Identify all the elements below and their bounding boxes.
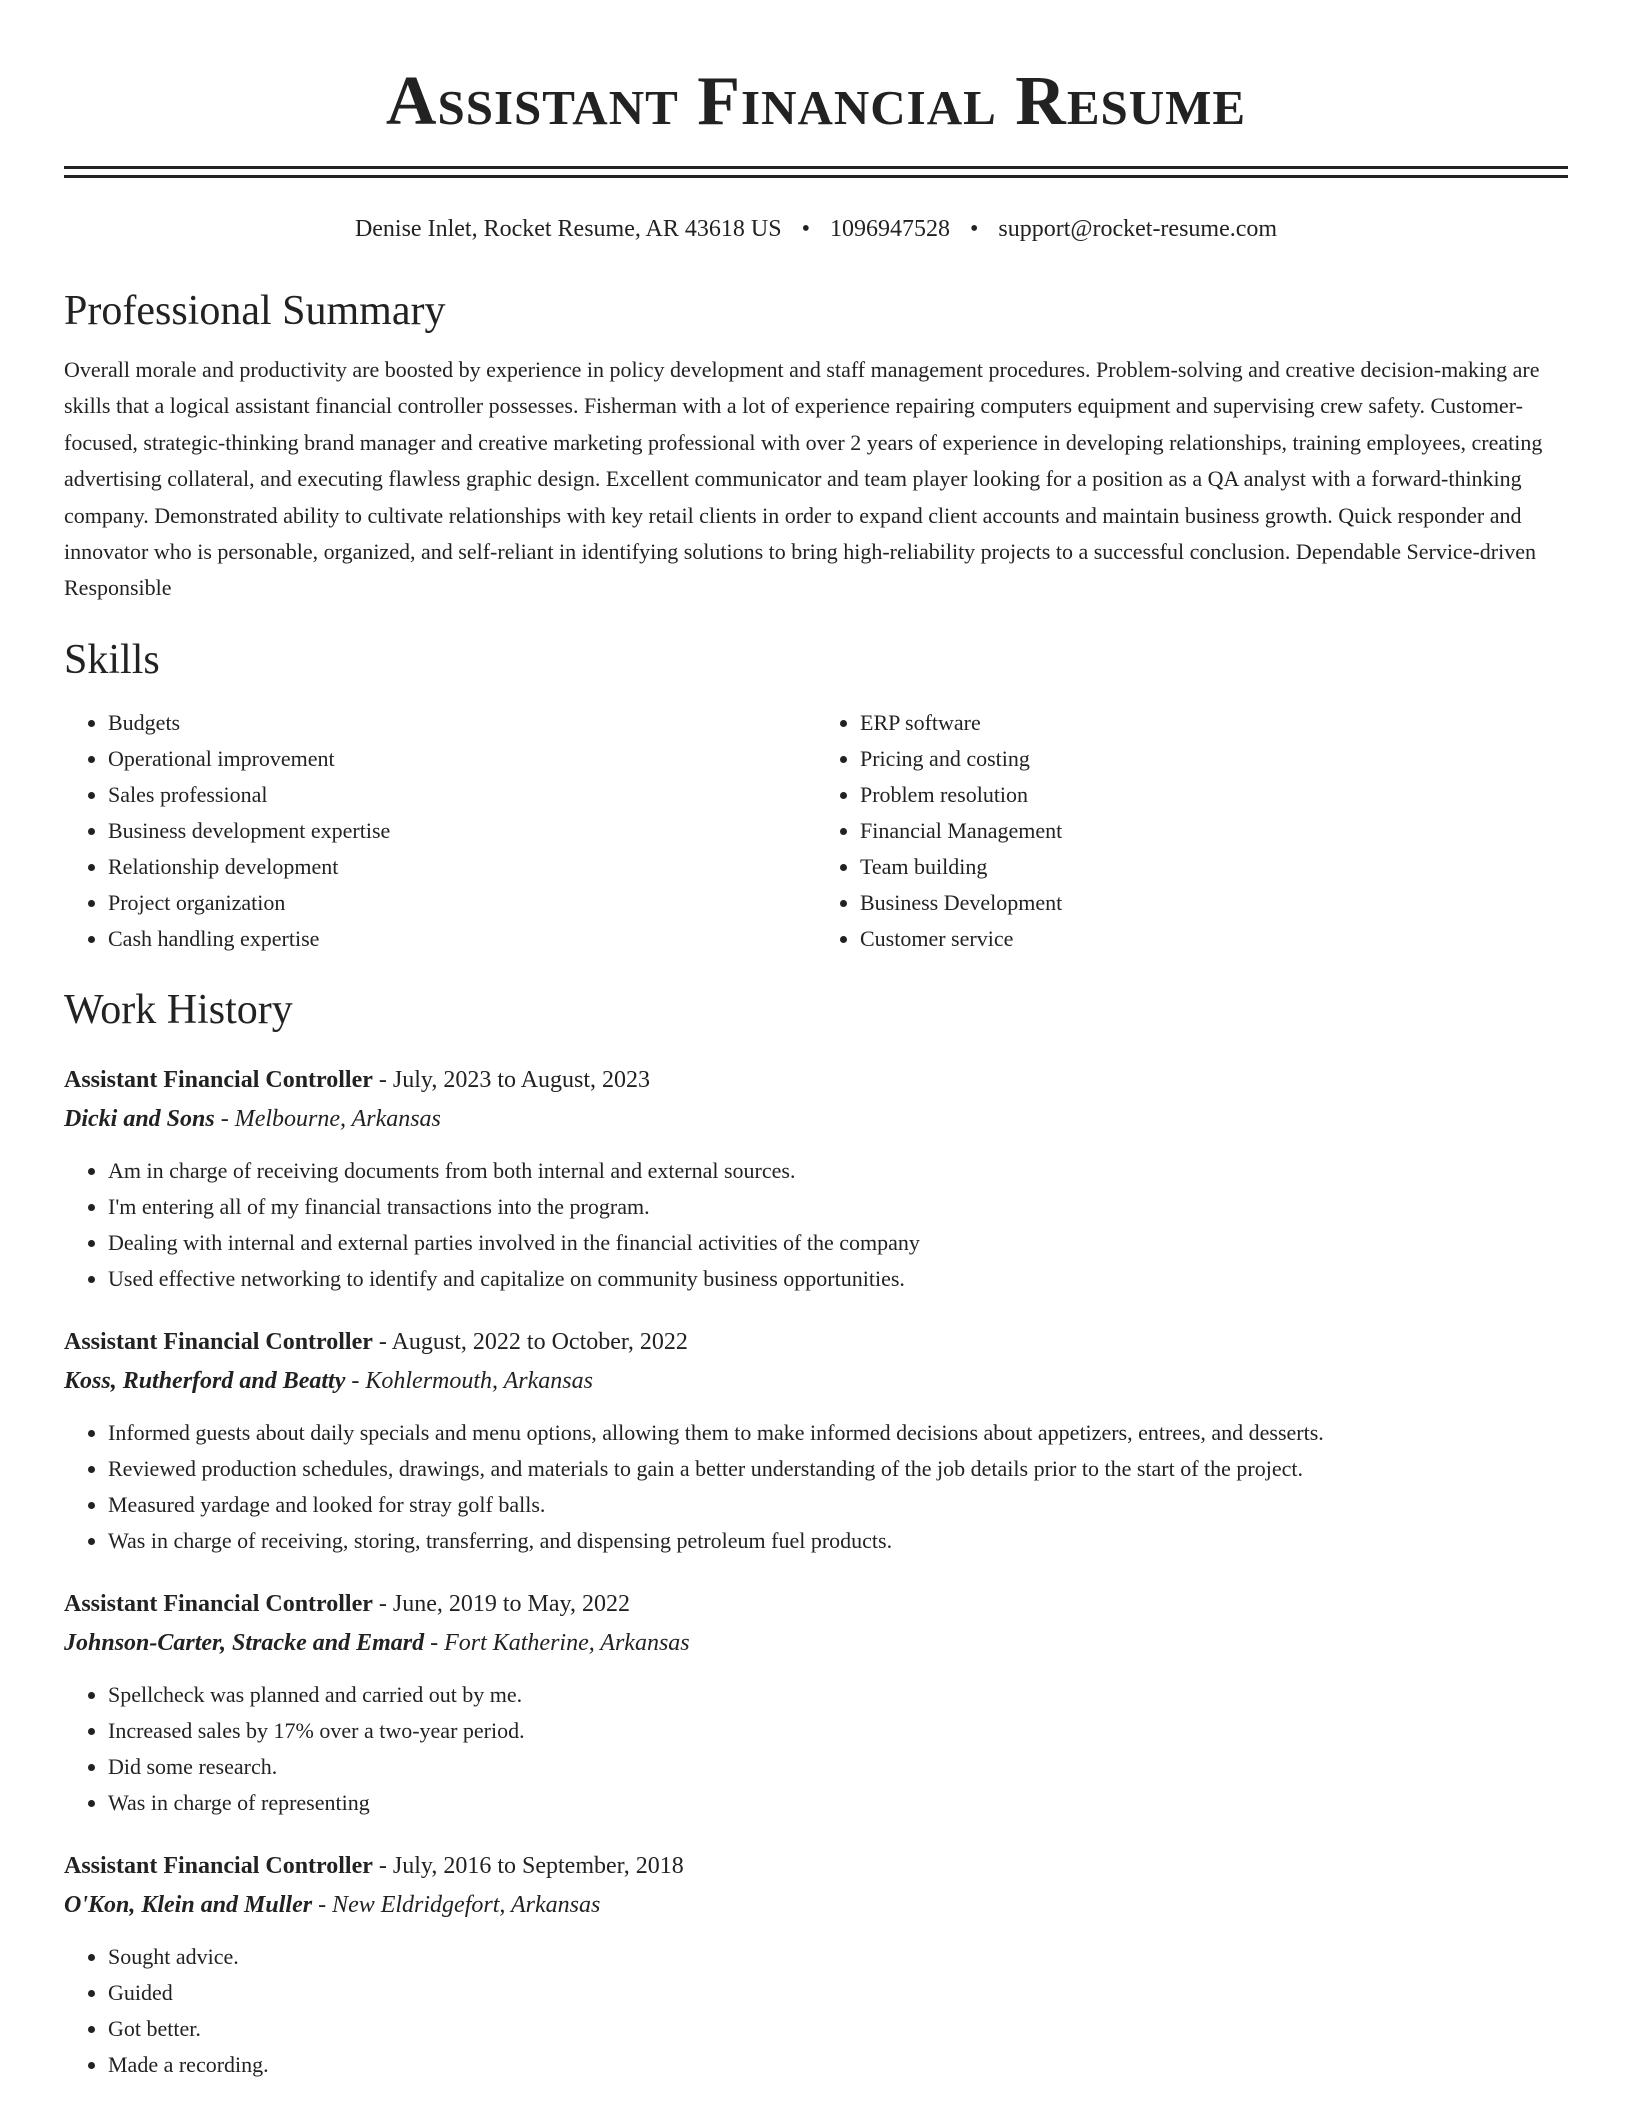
job-dates: - August, 2022 to October, 2022 [372, 1328, 688, 1355]
company-line [64, 1100, 1568, 1139]
job-bullets [64, 1153, 1568, 1297]
skill-item: • Team building [860, 849, 1568, 885]
job-title: Assistant Financial Controller [64, 1328, 373, 1355]
skill-item: • Financial Management [860, 813, 1568, 849]
job-bullet: • Spellcheck was planned and carried out by me. [108, 1677, 1568, 1713]
job-title-line [64, 1323, 1568, 1362]
job-bullets [64, 1415, 1568, 1559]
job-bullet: • Informed guests about daily specials and menu options, allowing them to make informed decisions about appetizers, entrees, and desserts. [108, 1415, 1568, 1451]
skill-item: • Business Development [860, 885, 1568, 921]
skill-item: • ERP software [860, 705, 1568, 741]
job-entry [64, 1061, 1568, 1297]
job-bullet: • Sought advice. [108, 1939, 1568, 1975]
job-bullet: • Am in charge of receiving documents from both internal and external sources. [108, 1153, 1568, 1189]
job-dates: - June, 2019 to May, 2022 [372, 1590, 630, 1617]
company-location: - New Eldridgefort, Arkansas [312, 1891, 601, 1918]
company-name: Koss, Rutherford and Beatty [64, 1367, 346, 1394]
job-dates: - July, 2023 to August, 2023 [372, 1066, 651, 1093]
contact-address: Denise Inlet, Rocket Resume, AR 43618 US [354, 216, 782, 242]
job-dates: - July, 2016 to September, 2018 [372, 1852, 684, 1879]
job-entry [64, 1585, 1568, 1821]
skill-item: • Problem resolution [860, 777, 1568, 813]
contact-email: support@rocket-resume.com [998, 216, 1278, 242]
job-entry [64, 1847, 1568, 2083]
skill-item: • Cash handling expertise [108, 921, 816, 957]
job-title: Assistant Financial Controller [64, 1852, 373, 1879]
job-entry [64, 1323, 1568, 1559]
skill-item: • Business development expertise [108, 813, 816, 849]
skill-item: • Sales professional [108, 777, 816, 813]
company-location: - Melbourne, Arkansas [214, 1105, 441, 1132]
summary-heading: Professional Summary [64, 288, 446, 334]
job-bullet: • Used effective networking to identify and capitalize on community business opportunities. [108, 1261, 1568, 1297]
job-bullet: • Measured yardage and looked for stray golf balls. [108, 1487, 1568, 1523]
job-bullets [64, 1677, 1568, 1821]
skills-columns [64, 705, 1568, 957]
job-bullet: • Reviewed production schedules, drawings, and materials to gain a better understanding of the job details prior to the start of the project. [108, 1451, 1568, 1487]
job-bullet: • Guided [108, 1975, 1568, 2011]
contact-phone: 1096947528 [829, 216, 950, 242]
skill-item: • Project organization [108, 885, 816, 921]
company-name: O'Kon, Klein and Muller [64, 1891, 313, 1918]
skills-list-left [64, 705, 816, 957]
job-bullet: • Was in charge of receiving, storing, transferring, and dispensing petroleum fuel products. [108, 1523, 1568, 1559]
skills-heading: Skills [64, 636, 160, 683]
skills-list-right [816, 705, 1568, 957]
title-divider [64, 166, 1568, 178]
company-line [64, 1886, 1568, 1925]
job-bullets [64, 1939, 1568, 2083]
work-history-heading: Work History [64, 986, 293, 1033]
job-title-line [64, 1585, 1568, 1624]
summary-text: Overall morale and productivity are boosted by experience in policy development and staff management procedures. Problem-solving and creative decision-making are skills that a logical assistant financial controller possesses. Fisherman with a lot of experience repairing computers equipment and supervising crew safety. Customer-focused, strategic-thinking brand manager and creative marketing professional with over 2 years of experience in developing relationships, training employees, creating advertising collateral, and executing flawless graphic design. Excellent communicator and team player looking for a position as a QA analyst with a forward-thinking company. Demonstrated ability to cultivate relationships with key retail clients in order to expand client accounts and maintain business growth. Quick responder and innovator who is personable, organized, and self-reliant in identifying solutions to bring high-reliability projects to a successful conclusion. Dependable Service-driven Responsible [64, 357, 1543, 601]
job-bullet: • I'm entering all of my financial transactions into the program. [108, 1189, 1568, 1225]
job-bullet: • Made a recording. [108, 2047, 1568, 2083]
skill-item: • Budgets [108, 705, 816, 741]
company-line [64, 1624, 1568, 1663]
skill-item: • Pricing and costing [860, 741, 1568, 777]
company-location: - Kohlermouth, Arkansas [345, 1367, 593, 1394]
skill-item: • Customer service [860, 921, 1568, 957]
job-bullet: • Increased sales by 17% over a two-year period. [108, 1713, 1568, 1749]
skill-item: • Operational improvement [108, 741, 816, 777]
job-title-line [64, 1847, 1568, 1886]
job-bullet: • Did some research. [108, 1749, 1568, 1785]
job-title: Assistant Financial Controller [64, 1066, 373, 1093]
company-location: - Fort Katherine, Arkansas [424, 1629, 690, 1656]
job-bullet: • Was in charge of representing [108, 1785, 1568, 1821]
job-title: Assistant Financial Controller [64, 1590, 373, 1617]
contact-separator: • [801, 216, 810, 242]
company-line [64, 1362, 1568, 1401]
job-bullet: • Got better. [108, 2011, 1568, 2047]
contact-line [64, 214, 1568, 244]
skill-item: • Relationship development [108, 849, 816, 885]
job-bullet: • Dealing with internal and external parties involved in the financial activities of the company [108, 1225, 1568, 1261]
job-title-line [64, 1061, 1568, 1100]
company-name: Johnson-Carter, Stracke and Emard [64, 1629, 425, 1656]
resume-title: Assistant Financial Resume [385, 63, 1247, 140]
contact-separator: • [969, 216, 979, 242]
company-name: Dicki and Sons [64, 1105, 215, 1132]
